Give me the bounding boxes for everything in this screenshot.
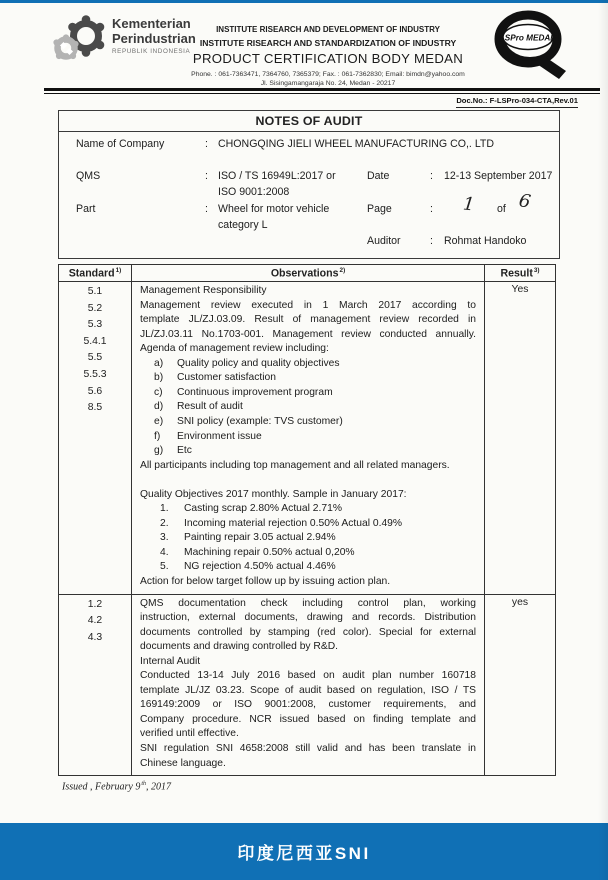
page-total-handwritten: 6 [517, 190, 533, 213]
ministry-line1: Kementerian [112, 16, 191, 31]
auditor-colon: : [430, 235, 433, 247]
institute-line1: INSTITUTE RISEARCH AND DEVELOPMENT OF INDUSTRY [216, 25, 440, 34]
bottom-blue-banner [0, 823, 608, 880]
auditor-label: Auditor [367, 235, 401, 247]
certification-body-name: PRODUCT CERTIFICATION BODY MEDAN [192, 51, 464, 66]
company-value: CHONGQING JIELI WHEEL MANUFACTURING CO,. LTD [218, 138, 495, 150]
page-label: Page [367, 203, 392, 215]
col-header-observations: Observations$^{2)}$ [132, 265, 485, 281]
header-rule-thick [44, 88, 600, 91]
page-colon: : [430, 203, 433, 215]
list-item: 5. NG rejection 4.50% actual 4.46% [160, 561, 336, 573]
qms-colon: : [205, 170, 208, 182]
ministry-gear-logo-icon [50, 15, 108, 72]
list-item: 4. Machining repair 0.50% actual 0,20% [160, 546, 355, 558]
col-header-standard: Standard$^{1)}$ [59, 265, 132, 281]
qms-label: QMS [76, 170, 101, 182]
part-value-line1: Wheel for motor vehicle [218, 203, 330, 215]
list-item: 3. Painting repair 3.05 actual 2.94% [160, 532, 336, 544]
ministry-line3: REPUBLIK INDONESIA [112, 48, 191, 55]
standards-cell: 1.2 4.2 4.3 [59, 595, 132, 776]
objectives-intro: Quality Objectives 2017 monthly. Sample in January 2017: [140, 488, 407, 500]
page-of-label: of [497, 203, 506, 215]
issued-date-line: Issued , February 9th, 2017 [62, 781, 171, 793]
list-item: 1. Casting scrap 2.80% Actual 2.71% [160, 503, 342, 515]
table-header-row [59, 265, 555, 282]
standards-cell: 5.1 5.2 5.3 5.4.1 5.5 5.5.3 5.6 8.5 [59, 282, 132, 593]
page-title: NOTES OF AUDIT [59, 111, 559, 132]
obs-subtitle: Internal Audit [140, 655, 201, 667]
company-colon: : [205, 138, 208, 150]
participants-line: All participants including top management and all related managers. [140, 459, 450, 471]
part-label: Part [76, 203, 96, 215]
table-row [59, 282, 555, 594]
doc-number: Doc.No.: F-LSPro-034-CTA,Rev.01 [456, 96, 578, 108]
obs-title: Management Responsibility [140, 285, 267, 297]
result-cell: yes [511, 596, 529, 608]
ministry-line2: Perindustrian [112, 30, 196, 46]
list-item: d) Result of audit [154, 401, 243, 413]
list-item: f) Environment issue [154, 430, 262, 442]
action-line: Action for below target follow up by issuing action plan. [140, 575, 391, 587]
list-item: g) Etc [154, 445, 192, 457]
qms-value-line2: ISO 9001:2008 [218, 186, 290, 198]
audit-info-box [58, 110, 560, 259]
col-header-result: Result$^{3)}$ [500, 266, 540, 280]
list-item: e) SNI policy (example: TVS customer) [154, 415, 343, 427]
date-value: 12-13 September 2017 [444, 170, 553, 182]
table-row [59, 595, 555, 776]
company-label: Name of Company [76, 138, 165, 150]
list-item: a) Quality policy and quality objectives [154, 357, 340, 369]
list-item: 2. Incoming material rejection 0.50% Actual 0.49% [160, 517, 403, 529]
address-line: Jl. Sisingamangaraja No. 24, Medan - 20217 [260, 80, 396, 87]
part-colon: : [205, 203, 208, 215]
lspro-logo-text: LSPro MEDAN [499, 33, 557, 43]
header-rule-thin [44, 93, 600, 94]
banner-text: 印度尼西亚SNI [237, 844, 371, 863]
part-value-line2: category L [218, 219, 268, 231]
date-label: Date [367, 170, 390, 182]
institute-line2: INSTITUTE RISEARCH AND STANDARDIZATION OF INDUSTRY [199, 38, 457, 48]
date-colon: : [430, 170, 433, 182]
observations-cell: Management Responsibility Management review executed in 1 March 2017 according to template JL/ZJ.03.09. Result of management review recorded in JL/ZJ.03.11 No.1703-001. Management review conducted annually. Agenda of management review including: a) Quality policy and quality objectives b) Customer satisfaction c) Continuous improvement program d) Result of audit e) SNI policy (example: TVS customer) f) Environment issue g) Etc All participants including top management and all related managers. Quality Objectives 2017 monthly. Sample in January 2017: 1. Casting scrap 2.80% Actual 2.71% 2. Incoming material rejection 0.50% Actual 0.49% 3. Painting repair 3.05 actual 2.94% 4. Machining repair 0.50% actual 0,20% 5. NG rejection 4.50% actual 4.46% Action for below target follow up by issuing action plan. [132, 282, 485, 593]
top-blue-strip [0, 0, 608, 3]
contact-line: Phone. : 061-7363471, 7364760, 7365379; Fax. : 061-7362830; Email: bimdn@yahoo.com [191, 71, 465, 78]
audit-observations-table [58, 264, 556, 776]
letterhead-center [168, 25, 488, 87]
lspro-medan-logo-icon [490, 6, 570, 91]
auditor-value: Rohmat Handoko [444, 235, 527, 247]
observations-cell: QMS documentation check including control plan, working instruction, external documents, drawing and records. Distribution documents controlled by stamping (red color). Special for external documents and drawing controlled by R&D. Internal Audit Conducted 13-14 July 2016 based on audit plan number 160718 template JL/JZ 03.23. Scope of audit based on regulation, ISO / TS 169149:2009 or ISO 9001:2008, customer requirements, and Company procedure. NCR issued based on finding template and verified until effective. SNI regulation SNI 4658:2008 still valid and has been translate in Chinese language. [132, 595, 485, 776]
list-item: c) Continuous improvement program [154, 386, 333, 398]
blank-line [140, 473, 476, 488]
qms-value-line1: ISO / TS 16949L:2017 or [218, 170, 336, 182]
list-item: b) Customer satisfaction [154, 372, 277, 384]
result-cell: Yes [511, 284, 529, 296]
page-current-handwritten: 1 [461, 193, 476, 216]
